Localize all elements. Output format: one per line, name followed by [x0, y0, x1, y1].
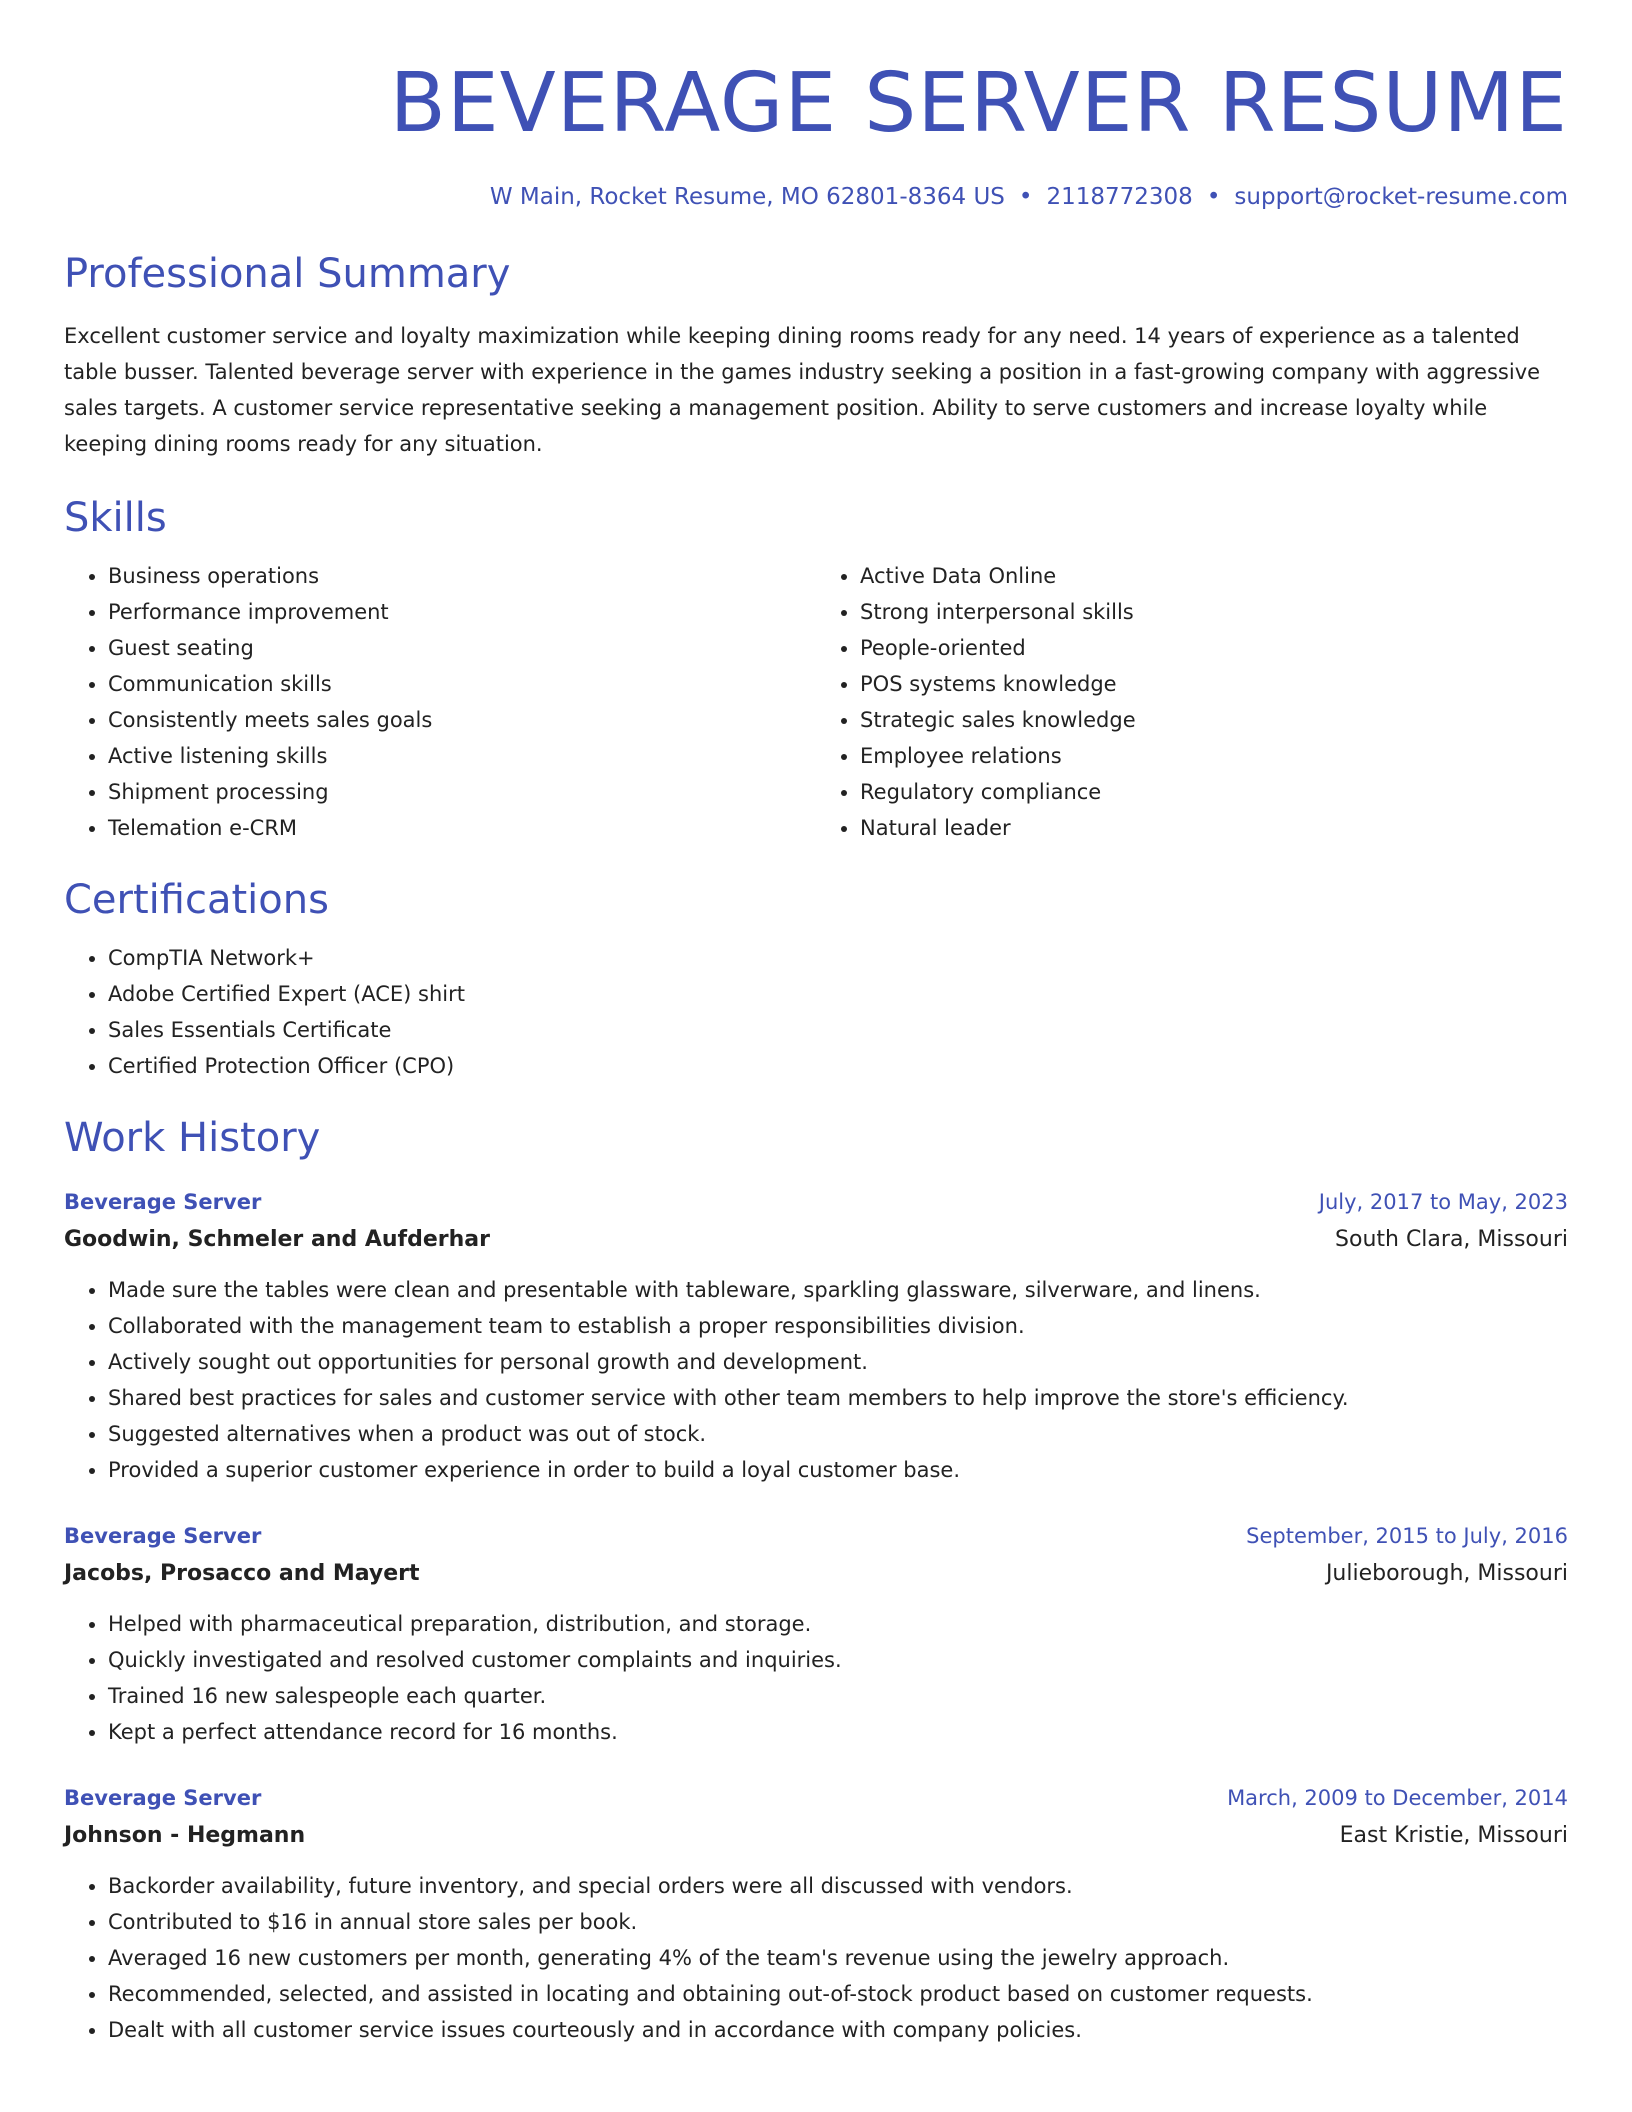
job-entry — [64, 1184, 1568, 1488]
skill-item: • Performance improvement — [108, 594, 816, 630]
job-location: Julieborough, Missouri — [1325, 1561, 1568, 1586]
job-entry — [64, 1780, 1568, 2048]
skill-item: • Regulatory compliance — [860, 774, 1568, 810]
job-bullet: • Dealt with all customer service issues courteously and in accordance with company policies. — [108, 2012, 1568, 2048]
job-location: East Kristie, Missouri — [1339, 1823, 1568, 1848]
job-bullet: • Helped with pharmaceutical preparation, distribution, and storage. — [108, 1606, 1568, 1642]
job-employer-row — [64, 1220, 1568, 1260]
job-location: South Clara, Missouri — [1335, 1227, 1568, 1252]
skills-heading: Skills — [64, 495, 167, 541]
contact-address: W Main, Rocket Resume, MO 62801-8364 US — [489, 184, 1005, 210]
job-bullet: • Recommended, selected, and assisted in locating and obtaining out-of-stock product based on customer requests. — [108, 1976, 1568, 2012]
job-entry — [64, 1518, 1568, 1750]
job-bullet: • Averaged 16 new customers per month, generating 4% of the team's revenue using the jewelry approach. — [108, 1940, 1568, 1976]
job-header-row — [64, 1184, 1568, 1220]
job-bullet: • Actively sought out opportunities for personal growth and development. — [108, 1344, 1568, 1380]
job-bullet: • Suggested alternatives when a product was out of stock. — [108, 1416, 1568, 1452]
skill-item: • Strategic sales knowledge — [860, 702, 1568, 738]
job-bullet: • Quickly investigated and resolved customer complaints and inquiries. — [108, 1642, 1568, 1678]
skill-item: • Communication skills — [108, 666, 816, 702]
job-dates: September, 2015 to July, 2016 — [1246, 1524, 1568, 1548]
skill-item: • Business operations — [108, 558, 816, 594]
job-bullets — [64, 1606, 1568, 1750]
job-bullets — [64, 1868, 1568, 2048]
skills-grid — [64, 558, 1568, 846]
skill-item: • Telemation e-CRM — [108, 810, 816, 846]
skills-list-right — [816, 558, 1568, 846]
skills-list-left — [64, 558, 816, 846]
job-header-row — [64, 1780, 1568, 1816]
job-bullet: • Contributed to $16 in annual store sales per book. — [108, 1904, 1568, 1940]
skill-item: • POS systems knowledge — [860, 666, 1568, 702]
job-dates: March, 2009 to December, 2014 — [1227, 1786, 1568, 1810]
job-bullet: • Provided a superior customer experience in order to build a loyal customer base. — [108, 1452, 1568, 1488]
job-employer-row — [64, 1554, 1568, 1594]
job-bullet: • Backorder availability, future inventory, and special orders were all discussed with vendors. — [108, 1868, 1568, 1904]
summary-text: Excellent customer service and loyalty maximization while keeping dining rooms ready for any need. 14 years of experience as a talented table busser. Talented beverage server with experience in the games industry seeking a position in a fast-growing company with aggressive sales targets. A customer service representative seeking a management position. Ability to serve customers and increase loyalty while keeping dining rooms ready for any situation. — [64, 324, 1541, 456]
contact-line — [64, 182, 1568, 212]
job-title: Beverage Server — [64, 1190, 262, 1214]
certification-item: • Adobe Certified Expert (ACE) shirt — [108, 976, 1568, 1012]
job-bullets — [64, 1272, 1568, 1488]
job-dates: July, 2017 to May, 2023 — [1318, 1190, 1568, 1214]
skill-item: • Natural leader — [860, 810, 1568, 846]
skill-item: • Guest seating — [108, 630, 816, 666]
job-employer-row — [64, 1816, 1568, 1856]
job-bullet: • Collaborated with the management team to establish a proper responsibilities division. — [108, 1308, 1568, 1344]
skill-item: • Active Data Online — [860, 558, 1568, 594]
contact-separator: • — [1206, 184, 1221, 210]
job-bullet: • Made sure the tables were clean and presentable with tableware, sparkling glassware, silverware, and linens. — [108, 1272, 1568, 1308]
certifications-list — [64, 940, 1568, 1084]
certification-item: • Sales Essentials Certificate — [108, 1012, 1568, 1048]
skill-item: • Active listening skills — [108, 738, 816, 774]
summary-heading: Professional Summary — [64, 251, 511, 297]
skill-item: • Employee relations — [860, 738, 1568, 774]
skill-item: • People-oriented — [860, 630, 1568, 666]
skill-item: • Consistently meets sales goals — [108, 702, 816, 738]
work-history-heading: Work History — [64, 1115, 321, 1161]
contact-phone: 2118772308 — [1046, 184, 1193, 210]
job-title: Beverage Server — [64, 1524, 262, 1548]
skill-item: • Shipment processing — [108, 774, 816, 810]
job-bullet: • Shared best practices for sales and customer service with other team members to help improve the store's efficiency. — [108, 1380, 1568, 1416]
certification-item: • CompTIA Network+ — [108, 940, 1568, 976]
job-company: Jacobs, Prosacco and Mayert — [64, 1561, 420, 1586]
job-company: Johnson - Hegmann — [64, 1823, 306, 1848]
job-bullet: • Trained 16 new salespeople each quarter. — [108, 1678, 1568, 1714]
certification-item: • Certified Protection Officer (CPO) — [108, 1048, 1568, 1084]
skill-item: • Strong interpersonal skills — [860, 594, 1568, 630]
resume-title: BEVERAGE SERVER RESUME — [389, 56, 1568, 151]
job-title: Beverage Server — [64, 1786, 262, 1810]
job-company: Goodwin, Schmeler and Aufderhar — [64, 1227, 490, 1252]
contact-email[interactable]: support@rocket-resume.com — [1234, 184, 1568, 210]
job-bullet: • Kept a perfect attendance record for 16 months. — [108, 1714, 1568, 1750]
resume-page — [64, 0, 1568, 2048]
contact-separator: • — [1018, 184, 1033, 210]
job-header-row — [64, 1518, 1568, 1554]
certifications-heading: Certifications — [64, 877, 329, 923]
